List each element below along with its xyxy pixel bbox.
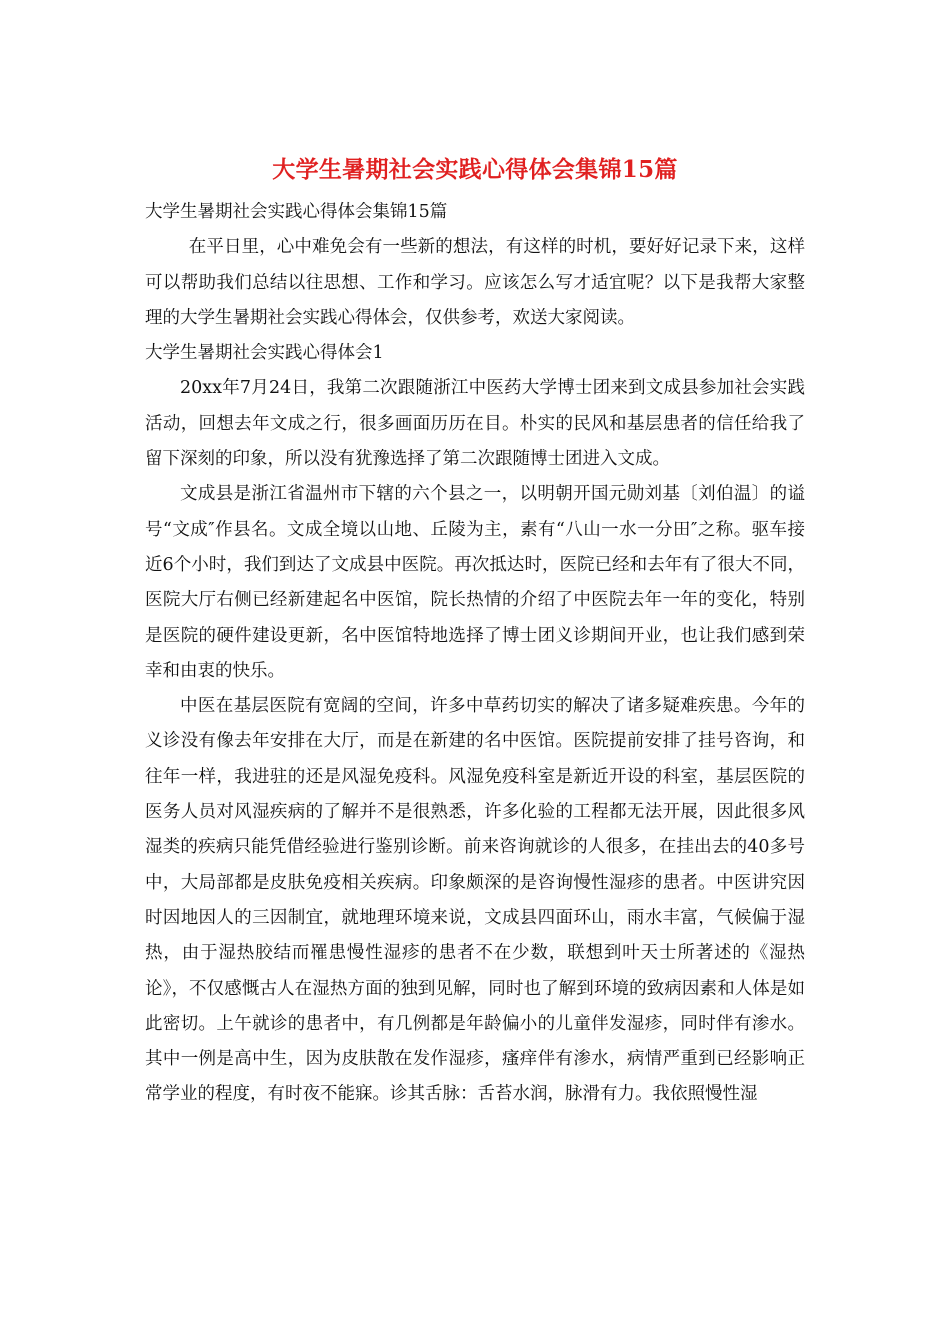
intro-paragraph: 在平日里，心中难免会有一些新的想法，有这样的时机，要好好记录下来，这样可以帮助我们总结以往思想、工作和学习。应该怎么写才适宜呢？以下是我帮大家整理的大学生暑期社会实践心得体会，仅供参考，欢送大家阅读。 — [145, 237, 805, 328]
section-heading: 大学生暑期社会实践心得体会1 — [145, 343, 384, 364]
body-paragraph: 中医在基层医院有宽阔的空间，许多中草药切实的解决了诸多疑难疾患。今年的义诊没有像去年安排在大厅，而是在新建的名中医馆。医院提前安排了挂号咨询，和往年一样，我进驻的还是风湿免疫科。风湿免疫科室是新近开设的科室，基层医院的医务人员对风湿疾病的了解并不是很熟悉，许多化验的工程都无法开展，因此很多风湿类的疾病只能凭借经验进行鉴别诊断。前来咨询就诊的人很多，在挂出去的40多号中，大局部都是皮肤免疫相关疾病。印象颇深的是咨询慢性湿疹的患者。中医讲究因时因地因人的三因制宜，就地理环境来说，文成县四面环山，雨水丰富，气候偏于湿热，由于湿热胶结而罹患慢性湿疹的患者不在少数，联想到叶天士所著述的《湿热论》，不仅感慨古人在湿热方面的独到见解，同时也了解到环境的致病因素和人体是如此密切。上午就诊的患者中，有几例都是年龄偏小的儿童伴发湿疹，同时伴有渗水。其中一例是高中生，因为皮肤散在发作湿疹，瘙痒伴有渗水，病情严重到已经影响正常学业的程度，有时夜不能寐。诊其舌脉：舌苔水润，脉滑有力。我依照慢性湿 — [145, 696, 805, 1105]
body-paragraph: 20xx年7月24日，我第二次跟随浙江中医药大学博士团来到文成县参加社会实践活动，回想去年文成之行，很多画面历历在目。朴实的民风和基层患者的信任给我了留下深刻的印象，所以没有犹豫选择了第二次跟随博士团进入文成。 — [145, 378, 805, 470]
document-subtitle: 大学生暑期社会实践心得体会集锦15篇 — [145, 202, 448, 222]
document-body — [145, 150, 805, 1113]
document-title: 大学生暑期社会实践心得体会集锦15篇 — [272, 156, 678, 183]
body-paragraph: 文成县是浙江省温州市下辖的六个县之一，以明朝开国元勋刘基〔刘伯温〕的谥号“文成″作县名。文成全境以山地、丘陵为主，素有“八山一水一分田″之称。驱车接近6个小时，我们到达了文成县中医院。再次抵达时，医院已经和去年有了很大不同，医院大厅右侧已经新建起名中医馆，院长热情的介绍了中医院去年一年的变化，特别是医院的硬件建设更新，名中医馆特地选择了博士团义诊期间开业，也让我们感到荣幸和由衷的快乐。 — [145, 484, 805, 681]
